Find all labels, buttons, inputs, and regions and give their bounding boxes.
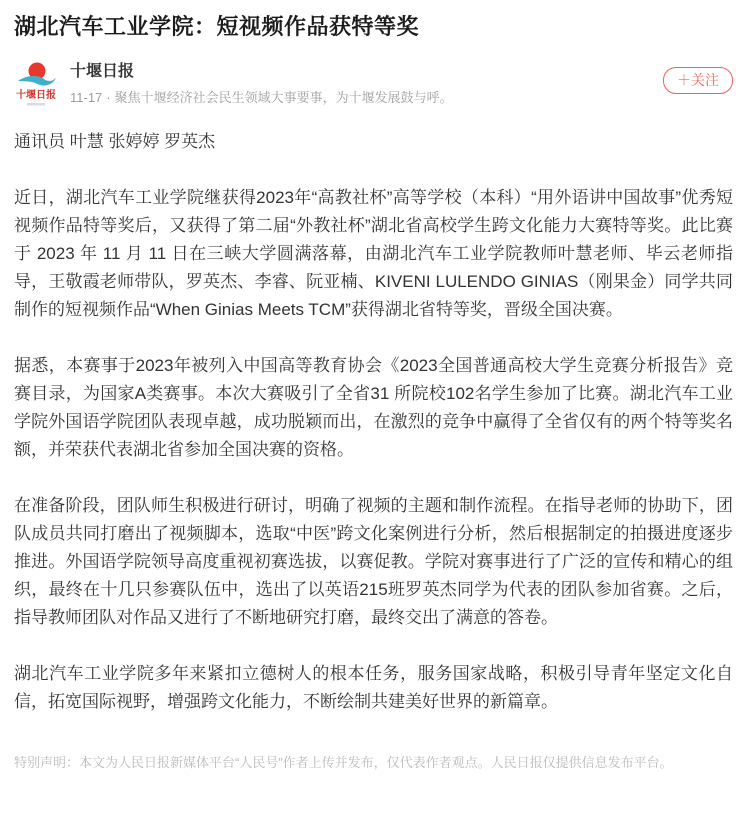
publish-date: 11-17 [70,90,103,105]
publisher-card [14,60,733,112]
article-paragraph: 湖北汽车工业学院多年来紧扣立德树人的根本任务，服务国家战略，积极引导青年坚定文化自信，拓宽国际视野，增强跨文化能力，不断绘制共建美好世界的新篇章。 [14,664,733,711]
publisher-info [70,60,663,106]
article-paragraph: 在准备阶段，团队师生积极进行研讨，明确了视频的主题和制作流程。在指导老师的协助下，团队成员共同打磨出了视频脚本，选取“中医”跨文化案例进行分析，然后根据制定的拍摄进度逐步推进。外国语学院领导高度重视初赛选拔，以赛促教。学院对赛事进行了广泛的宣传和精心的组织，最终在十几只参赛队伍中，选出了以英语215班罗英杰同学为代表的团队参加省赛。之后，指导教师团队对作品又进行了不断地研究打磨，最终交出了满意的答卷。 [14,496,733,627]
publisher-logo[interactable] [14,60,58,110]
publisher-meta [70,89,663,106]
article-paragraph-byline: 通讯员 叶慧 张婷婷 罗英杰 [14,132,216,151]
article-paragraph: 近日，湖北汽车工业学院继获得2023年“高教社杯”高等学校（本科）“用外语讲中国故事”优秀短视频作品特等奖后，又获得了第二届“外教社杯”湖北省高校学生跨文化能力大赛特等奖。此比赛于 2023 年 11 月 11 日在三峡大学圆满落幕，由湖北汽车工业学院教师叶慧老师、毕云老师指导，王敬霞老师带队，罗英杰、李睿、阮亚楠、KIVENI LULENDO GINIAS（刚果金）同学共同制作的短视频作品“When Ginias Meets TCM”获得湖北省特等奖，晋级全国决赛。 [14,188,733,319]
logo-caption-bar [27,103,45,106]
publisher-slogan: 聚焦十堰经济社会民生领域大事要事，为十堰发展鼓与呼。 [114,90,453,105]
publisher-logo-text: 十堰日报 [16,90,56,101]
disclaimer: 特别声明：本文为人民日报新媒体平台“人民号”作者上传并发布，仅代表作者观点。人民日报仅提供信息发布平台。 [14,755,673,770]
publisher-name[interactable]: 十堰日报 [70,63,135,80]
article-body [14,128,733,716]
article-title: 湖北汽车工业学院：短视频作品获特等奖 [14,14,420,39]
article-paragraph: 据悉，本赛事于2023年被列入中国高等教育协会《2023全国普通高校大学生竞赛分析报告》竞赛目录，为国家A类赛事。本次大赛吸引了全省31 所院校102名学生参加了比赛。湖北汽车工业学院外国语学院团队表现卓越，成功脱颖而出，在激烈的竞争中赢得了全省仅有的两个特等奖名额，并荣获代表湖北省参加全国决赛的资格。 [14,356,733,459]
meta-separator-dot: · [106,90,111,105]
sun-wave-icon [18,63,56,86]
follow-button[interactable]: ＋关注 [663,67,733,94]
